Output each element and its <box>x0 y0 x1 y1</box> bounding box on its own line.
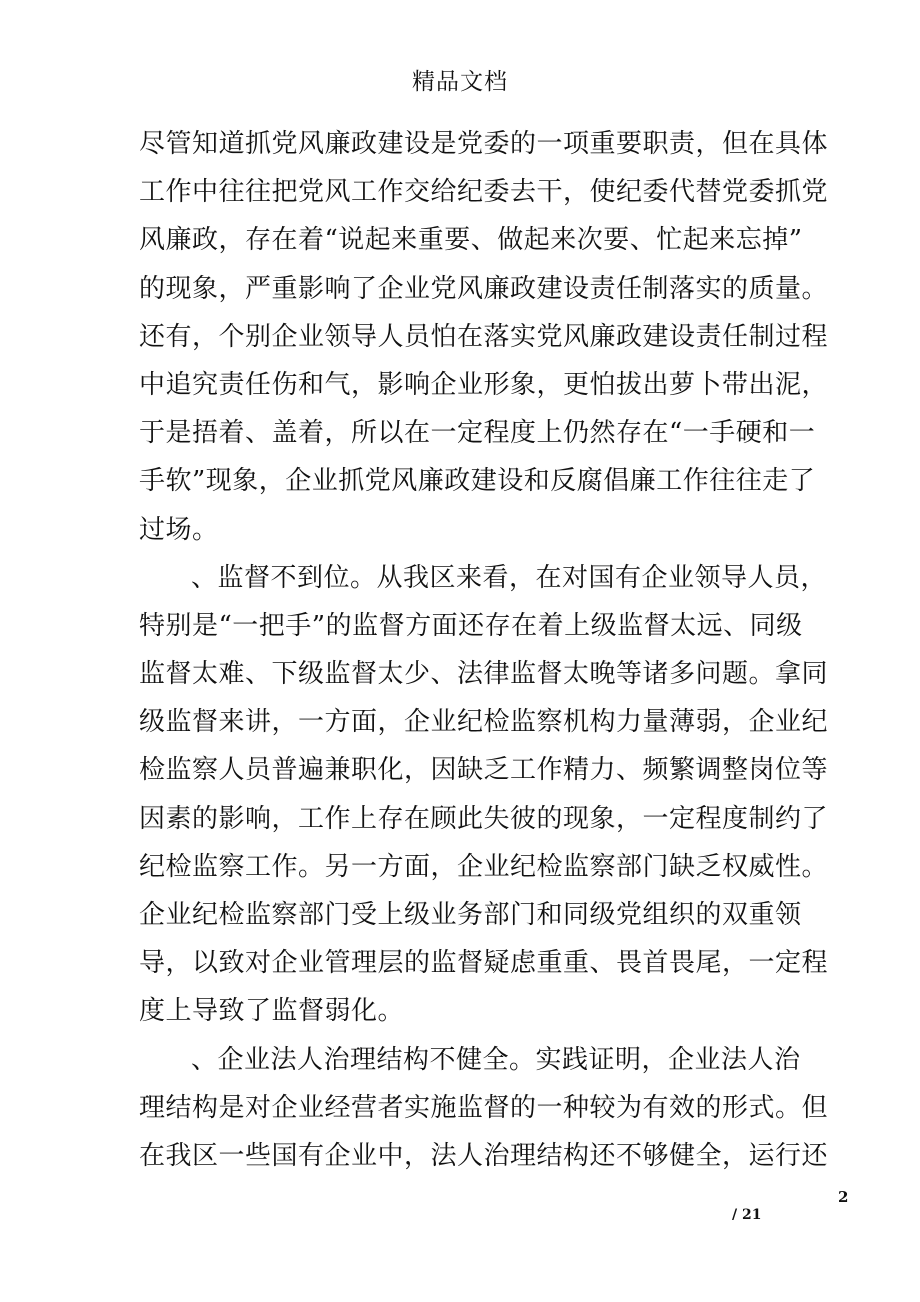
text-line: 的现象，严重影响了企业党风廉政建设责任制落实的质量。 <box>139 273 829 304</box>
text-line: 、监督不到位。从我区来看，在对国有企业领导人员， <box>191 562 828 593</box>
text-line: 导，以致对企业管理层的监督疑虑重重、畏首畏尾，一定程 <box>139 948 829 979</box>
page-total: / 21 <box>732 1207 762 1223</box>
text-line: 因素的影响，工作上存在顾此失彼的现象，一定程度制约了 <box>139 803 829 834</box>
document-body <box>139 120 829 1180</box>
page-number: 2 <box>838 1188 849 1206</box>
text-line: 过场。 <box>139 514 219 545</box>
document-header: 精品文档 <box>412 69 508 95</box>
text-line: 于是捂着、盖着，所以在一定程度上仍然存在“一手硬和一 <box>139 418 816 449</box>
text-line: 、企业法人治理结构不健全。实践证明，企业法人治 <box>191 1044 801 1075</box>
text-line: 级监督来讲，一方面，企业纪检监察机构力量薄弱，企业纪 <box>139 707 829 738</box>
text-line: 纪检监察工作。另一方面，企业纪检监察部门缺乏权威性。 <box>139 851 829 882</box>
text-line: 风廉政，存在着“说起来重要、做起来次要、忙起来忘掉” <box>139 225 803 256</box>
text-line: 中追究责任伤和气，影响企业形象，更怕拔出萝卜带出泥， <box>139 369 829 400</box>
text-line: 特别是“一把手”的监督方面还存在着上级监督太远、同级 <box>139 610 803 641</box>
text-line: 还有，个别企业领导人员怕在落实党风廉政建设责任制过程 <box>139 321 829 352</box>
text-line: 度上导致了监督弱化。 <box>139 996 405 1027</box>
text-line: 监督太难、下级监督太少、法律监督太晚等诸多问题。拿同 <box>139 659 829 690</box>
text-line: 尽管知道抓党风廉政建设是党委的一项重要职责，但在具体 <box>139 129 829 159</box>
text-line: 理结构是对企业经营者实施监督的一种较为有效的形式。但 <box>139 1092 829 1123</box>
text-line: 手软”现象，企业抓党风廉政建设和反腐倡廉工作往往走了 <box>139 466 816 497</box>
text-line: 工作中往往把党风工作交给纪委去干，使纪委代替党委抓党 <box>139 177 829 208</box>
text-line: 在我区一些国有企业中，法人治理结构还不够健全，运行还 <box>139 1140 829 1171</box>
text-line: 企业纪检监察部门受上级业务部门和同级党组织的双重领 <box>139 900 802 930</box>
text-line: 检监察人员普遍兼职化，因缺乏工作精力、频繁调整岗位等 <box>139 755 829 786</box>
